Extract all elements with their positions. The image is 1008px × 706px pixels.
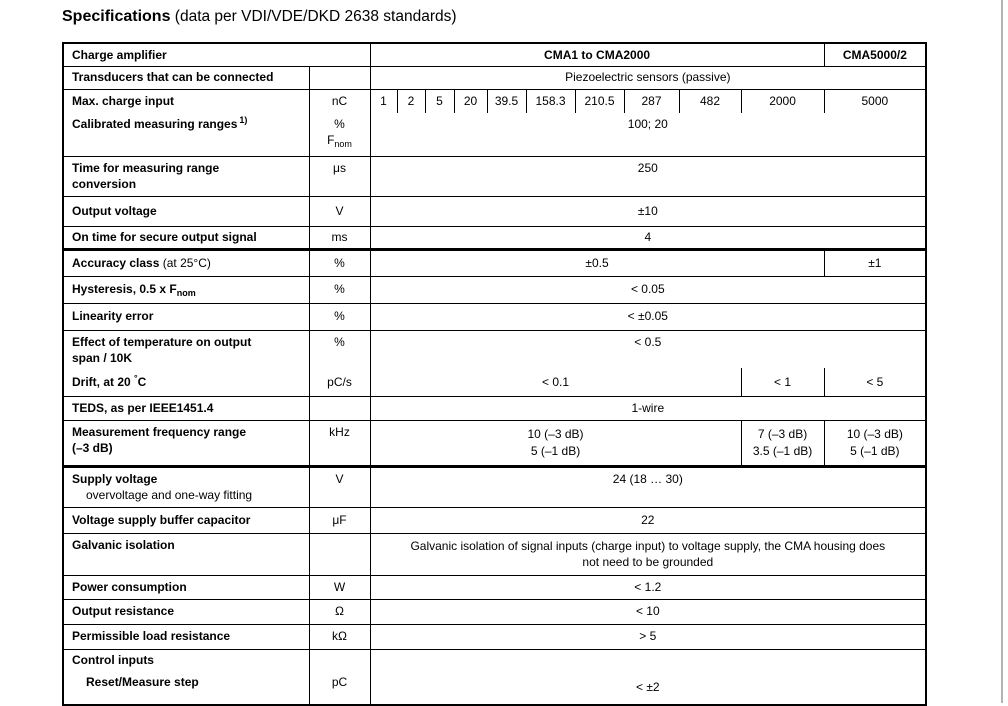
unit-cell xyxy=(309,89,370,113)
spec-label-hysteresis xyxy=(63,276,309,303)
table-row-teds xyxy=(63,396,926,420)
unit-fnom xyxy=(312,132,368,148)
table-row-drift xyxy=(63,368,926,396)
value-text: 482 xyxy=(700,94,721,109)
unit-text: ms xyxy=(331,229,348,244)
table-row-linearity xyxy=(63,303,926,330)
unit-text: V xyxy=(335,203,344,218)
label-text: Reset/Measure step xyxy=(86,675,199,689)
unit-text: V xyxy=(335,471,344,486)
charge-input-value xyxy=(425,89,454,113)
spec-value-supply-voltage xyxy=(370,466,926,507)
label-note: (at 25°C) xyxy=(159,255,211,270)
table-row-output-resistance xyxy=(63,599,926,624)
label-line: (–3 dB) xyxy=(72,440,113,455)
unit-cell xyxy=(309,276,370,303)
label-text: Drift, at 20 xyxy=(72,374,135,389)
label-line: Effect of temperature on output xyxy=(72,334,252,349)
label-subline: overvoltage and one-way fitting xyxy=(86,487,253,502)
table-row-max-charge-input xyxy=(63,89,926,113)
value-text: 5000 xyxy=(861,94,889,109)
unit-text: Ω xyxy=(335,604,344,619)
value-text: < ±2 xyxy=(636,680,660,695)
value-text: 2000 xyxy=(769,94,796,109)
label-text: TEDS, as per IEEE1451.4 xyxy=(72,400,214,415)
label-sub: nom xyxy=(176,288,196,299)
unit-text: pC/s xyxy=(327,374,352,389)
spec-value-power xyxy=(370,575,926,599)
spec-label-accuracy xyxy=(63,249,309,276)
charge-input-value xyxy=(370,89,397,113)
value-text: < 0.05 xyxy=(630,282,665,297)
spec-label-power xyxy=(63,575,309,599)
value-text: 2 xyxy=(407,94,415,109)
charge-input-value xyxy=(397,89,425,113)
spec-value-freq-2000 xyxy=(741,420,824,466)
spec-label-calibrated-ranges xyxy=(63,113,309,156)
spec-value-range-conversion xyxy=(370,156,926,196)
table-row-reset-measure-step xyxy=(63,671,926,705)
header-group-cma1-cma2000 xyxy=(370,43,824,66)
spec-label-range-conversion xyxy=(63,156,309,196)
label-text: Voltage supply buffer capacitor xyxy=(72,512,251,527)
unit-cell xyxy=(309,226,370,249)
page-edge-line xyxy=(1001,0,1003,703)
page-title-bold: Specifications xyxy=(62,8,171,25)
value-text: ±1 xyxy=(868,255,882,270)
spec-label-drift xyxy=(63,368,309,396)
spec-label-transducers xyxy=(63,66,309,89)
unit-cell xyxy=(309,420,370,466)
label-line: span / 10K xyxy=(72,350,133,365)
charge-input-value xyxy=(575,89,624,113)
unit-cell xyxy=(309,466,370,507)
value-text: ±0.5 xyxy=(585,255,609,270)
value-text: 39.5 xyxy=(494,94,519,109)
spec-label-galvanic xyxy=(63,533,309,575)
spec-label-temp-effect xyxy=(63,330,309,368)
spec-value-calibrated-ranges xyxy=(370,113,926,156)
value-text: 24 (18 … 30) xyxy=(612,471,683,486)
spec-value-temp-effect xyxy=(370,330,926,368)
table-row-load-resistance xyxy=(63,624,926,649)
spec-value-galvanic xyxy=(370,533,926,575)
table-row-control-inputs xyxy=(63,649,926,671)
unit-text: % xyxy=(334,282,345,297)
value-text: 1-wire xyxy=(631,400,665,415)
header-charge-amplifier xyxy=(63,43,370,66)
unit-cell xyxy=(309,575,370,599)
header-group-label: CMA1 to CMA2000 xyxy=(544,47,651,62)
charge-input-value xyxy=(741,89,824,113)
spec-value-output-resistance xyxy=(370,599,926,624)
unit-cell-empty xyxy=(309,66,370,89)
unit-cell xyxy=(309,303,370,330)
table-row-header xyxy=(63,43,926,66)
value-line: 3.5 (–1 dB) xyxy=(752,443,813,458)
label-line: Time for measuring range xyxy=(72,160,220,175)
unit-text: W xyxy=(333,579,346,594)
value-text: 210.5 xyxy=(584,94,615,109)
label-text: Transducers that can be connected xyxy=(72,70,274,85)
spec-value-on-time xyxy=(370,226,926,249)
unit-f-sub: nom xyxy=(334,139,352,150)
value-text: 1 xyxy=(380,94,387,109)
value-line: not need to be grounded xyxy=(582,555,714,569)
value-text: < 5 xyxy=(866,374,884,389)
label-text: Power consumption xyxy=(72,579,187,594)
unit-cell xyxy=(309,599,370,624)
unit-cell xyxy=(309,624,370,649)
table-row-temp-effect xyxy=(63,330,926,368)
spec-label-supply-voltage xyxy=(63,466,309,507)
unit-cell xyxy=(309,671,370,705)
unit-text: kΩ xyxy=(332,629,347,644)
table-row-range-conversion xyxy=(63,156,926,196)
charge-input-value xyxy=(679,89,741,113)
page-title-rest: (data per VDI/VDE/DKD 2638 standards) xyxy=(170,8,457,25)
label-text: Control inputs xyxy=(72,653,154,668)
label-text: Calibrated measuring ranges xyxy=(72,117,238,131)
value-line: 7 (–3 dB) xyxy=(757,427,808,442)
value-line: 5 (–1 dB) xyxy=(850,443,900,458)
value-line: Galvanic isolation of signal inputs (charge input) to voltage supply, the CMA housing does xyxy=(410,538,886,553)
value-text: < ±0.05 xyxy=(627,309,668,324)
value-text: Piezoelectric sensors (passive) xyxy=(565,70,731,85)
table-row-supply-voltage xyxy=(63,466,926,507)
charge-input-value xyxy=(624,89,679,113)
table-row-on-time xyxy=(63,226,926,249)
spec-value-drift-2000 xyxy=(741,368,824,396)
spec-label-freq-range xyxy=(63,420,309,466)
value-text: < 1 xyxy=(774,374,792,389)
unit-cell xyxy=(309,507,370,533)
table-row-freq-range xyxy=(63,420,926,466)
spec-value-hysteresis xyxy=(370,276,926,303)
table-row-buffer-capacitor xyxy=(63,507,926,533)
spec-label-linearity xyxy=(63,303,309,330)
unit-text: nC xyxy=(331,94,348,109)
label-text: C xyxy=(137,374,147,389)
table-row-calibrated-ranges xyxy=(63,113,926,156)
spec-value-accuracy-cma5000 xyxy=(824,249,926,276)
unit-cell-empty xyxy=(309,396,370,420)
spec-value-linearity xyxy=(370,303,926,330)
page-title xyxy=(62,8,457,26)
spec-value-teds xyxy=(370,396,926,420)
spec-value-output-voltage xyxy=(370,196,926,226)
label-line: Measurement frequency range xyxy=(72,424,247,439)
unit-cell xyxy=(309,113,370,156)
spec-label-on-time xyxy=(63,226,309,249)
unit-text: % xyxy=(334,117,345,131)
unit-f: F xyxy=(327,133,335,148)
spec-label-reset-measure-step xyxy=(63,671,309,705)
label-text: Output voltage xyxy=(72,203,157,218)
spec-value-transducers xyxy=(370,66,926,89)
spec-label-output-voltage xyxy=(63,196,309,226)
spec-value-buffer-capacitor xyxy=(370,507,926,533)
spec-label-control-inputs xyxy=(63,649,309,671)
label-text: Supply voltage xyxy=(72,471,158,486)
label-text: Hysteresis, 0.5 x F xyxy=(72,282,177,297)
unit-text: μF xyxy=(332,512,347,527)
unit-cell-empty xyxy=(309,649,370,671)
unit-cell xyxy=(309,156,370,196)
value-text: 250 xyxy=(637,160,658,175)
spec-value-freq-cma5000 xyxy=(824,420,926,466)
value-line: 5 (–1 dB) xyxy=(530,443,581,458)
label-text: Permissible load resistance xyxy=(72,629,231,644)
value-line: 10 (–3 dB) xyxy=(846,427,903,442)
spec-value-empty xyxy=(370,649,926,671)
unit-text: pC xyxy=(331,675,348,689)
value-text: < 10 xyxy=(635,604,660,619)
value-text: 100; 20 xyxy=(627,117,668,131)
unit-cell xyxy=(309,330,370,368)
spec-label-output-resistance xyxy=(63,599,309,624)
unit-cell xyxy=(309,196,370,226)
table-row-output-voltage xyxy=(63,196,926,226)
label-text: Output resistance xyxy=(72,604,175,619)
value-text: < 1.2 xyxy=(634,579,662,594)
spec-label-load-resistance xyxy=(63,624,309,649)
table-row-transducers xyxy=(63,66,926,89)
charge-input-value xyxy=(526,89,575,113)
value-text: 287 xyxy=(641,94,662,109)
label-text: Accuracy class xyxy=(72,255,160,270)
table-row-galvanic xyxy=(63,533,926,575)
charge-input-value xyxy=(454,89,487,113)
label-text: Galvanic isolation xyxy=(72,537,175,552)
spec-label-teds xyxy=(63,396,309,420)
degree-symbol: ° xyxy=(134,372,138,383)
header-cma5000 xyxy=(824,43,926,66)
unit-text: % xyxy=(334,334,345,349)
value-text: > 5 xyxy=(639,629,657,644)
spec-label-max-charge-input xyxy=(63,89,309,113)
value-text: 22 xyxy=(641,512,655,527)
value-text: ±10 xyxy=(637,203,658,218)
value-line: 10 (–3 dB) xyxy=(527,427,584,442)
spec-value-freq-main xyxy=(370,420,741,466)
unit-text: % xyxy=(334,255,345,270)
label-text: On time for secure output signal xyxy=(72,229,257,244)
spec-value-drift-main xyxy=(370,368,741,396)
value-text: < 0.5 xyxy=(634,334,662,349)
specifications-table xyxy=(62,42,927,706)
charge-input-value xyxy=(487,89,526,113)
table-row-accuracy xyxy=(63,249,926,276)
spec-value-drift-cma5000 xyxy=(824,368,926,396)
value-text: < 0.1 xyxy=(542,374,570,389)
value-text: 4 xyxy=(644,229,652,244)
spec-value-accuracy-main xyxy=(370,249,824,276)
unit-text: μs xyxy=(333,160,346,175)
unit-cell-empty xyxy=(309,533,370,575)
table-row-hysteresis xyxy=(63,276,926,303)
label-text: Max. charge input xyxy=(72,94,175,109)
value-text: 20 xyxy=(463,94,478,109)
unit-text: kHz xyxy=(329,424,350,439)
footnote-marker: 1) xyxy=(239,115,248,125)
value-text: 158.3 xyxy=(535,94,566,109)
spec-label-buffer-capacitor xyxy=(63,507,309,533)
label-line: conversion xyxy=(72,176,137,191)
table-row-power xyxy=(63,575,926,599)
header-label: Charge amplifier xyxy=(72,47,167,62)
spec-value-load-resistance xyxy=(370,624,926,649)
label-text: Linearity error xyxy=(72,309,154,324)
unit-text: % xyxy=(334,309,345,324)
value-text: 5 xyxy=(436,94,443,109)
spec-value-reset-measure-step xyxy=(370,671,926,705)
unit-cell xyxy=(309,368,370,396)
charge-input-value xyxy=(824,89,926,113)
unit-cell xyxy=(309,249,370,276)
header-last-col-label: CMA5000/2 xyxy=(842,47,907,62)
